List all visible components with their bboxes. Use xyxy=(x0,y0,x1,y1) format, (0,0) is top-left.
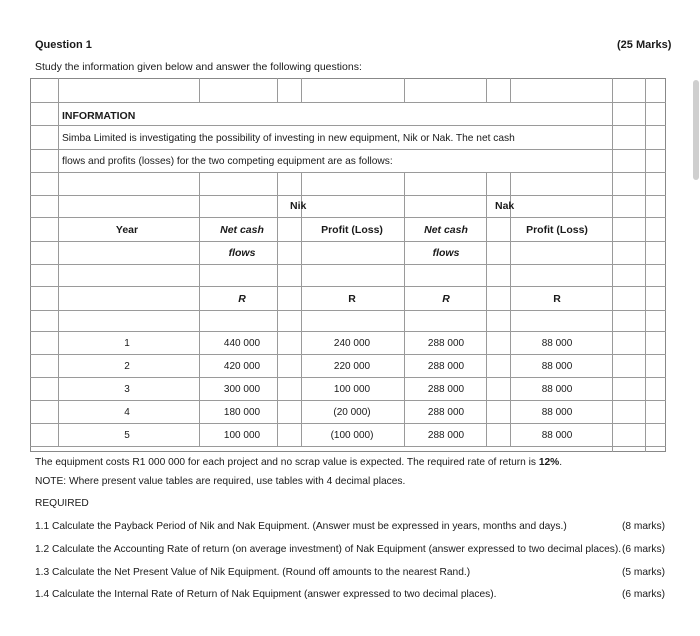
question-marks: (6 marks) xyxy=(622,544,666,555)
nik-flows-header: flows xyxy=(228,247,256,259)
nik-cash-cell: 100 000 xyxy=(223,430,261,441)
nik-profit-cell: 240 000 xyxy=(333,338,371,349)
rate-of-return: 12% xyxy=(538,457,560,468)
table-rule xyxy=(301,172,302,446)
currency-label: R xyxy=(348,293,356,305)
nik-cash-cell: 440 000 xyxy=(223,338,261,349)
year-cell: 2 xyxy=(124,361,130,372)
table-rule xyxy=(30,400,666,401)
nik-profit-cell: (20 000) xyxy=(333,407,371,418)
information-heading: INFORMATION xyxy=(62,110,136,122)
table-rule xyxy=(486,78,487,102)
table-rule xyxy=(30,286,666,287)
table-rule xyxy=(30,264,666,265)
nak-profit-cell: 88 000 xyxy=(541,384,573,395)
year-cell: 3 xyxy=(124,384,130,395)
currency-label: R xyxy=(442,293,450,305)
question-item: 1.2 Calculate the Accounting Rate of return (on average investment) of Nak Equipment (answer expressed to two decimal places). xyxy=(35,544,622,555)
nak-cash-cell: 288 000 xyxy=(427,407,465,418)
vertical-scrollbar[interactable] xyxy=(693,80,699,180)
nik-cash-cell: 420 000 xyxy=(223,361,261,372)
table-rule xyxy=(510,172,511,446)
table-rule xyxy=(30,195,666,196)
cost-text: The equipment costs R1 000 000 for each project and no scrap value is expected. The required rate of return is xyxy=(35,457,539,468)
question-marks: (5 marks) xyxy=(622,567,666,578)
table-rule xyxy=(486,172,487,446)
question-title: Question 1 xyxy=(35,39,92,51)
table-rule xyxy=(645,78,646,452)
year-header: Year xyxy=(115,224,139,236)
table-rule xyxy=(30,125,666,126)
nak-profit-cell: 88 000 xyxy=(541,338,573,349)
question-item: 1.3 Calculate the Net Present Value of Nik Equipment. (Round off amounts to the nearest Rand.) xyxy=(35,567,471,578)
table-rule xyxy=(30,377,666,378)
table-rule xyxy=(30,310,666,311)
table-rule xyxy=(58,149,59,446)
nik-header: Nik xyxy=(290,200,307,212)
question-marks: (8 marks) xyxy=(622,521,666,532)
present-value-note: NOTE: Where present value tables are required, use tables with 4 decimal places. xyxy=(35,476,406,487)
equipment-cost-note xyxy=(35,457,562,468)
nik-cash-cell: 180 000 xyxy=(223,407,261,418)
nak-cash-cell: 288 000 xyxy=(427,384,465,395)
nak-cash-cell: 288 000 xyxy=(427,430,465,441)
question-item: 1.4 Calculate the Internal Rate of Return of Nak Equipment (answer expressed to two decimal places). xyxy=(35,589,497,600)
nak-flows-header: flows xyxy=(432,247,460,259)
table-rule xyxy=(404,78,405,102)
table-rule xyxy=(30,423,666,424)
table-rule xyxy=(199,172,200,446)
nak-net-cash-header: Net cash xyxy=(424,224,468,236)
year-cell: 4 xyxy=(124,407,130,418)
total-marks: (25 Marks) xyxy=(617,39,672,51)
table-rule xyxy=(30,172,666,173)
nik-profit-cell: (100 000) xyxy=(330,430,374,441)
question-item: 1.1 Calculate the Payback Period of Nik and Nak Equipment. (Answer must be expressed in years, months and days.) xyxy=(35,521,567,532)
table-rule xyxy=(30,354,666,355)
information-text: flows and profits (losses) for the two competing equipment are as follows: xyxy=(62,156,393,167)
table-rule xyxy=(30,331,666,332)
question-marks: (6 marks) xyxy=(622,589,666,600)
table-rule xyxy=(199,78,200,102)
currency-label: R xyxy=(553,293,561,305)
table-rule xyxy=(30,217,666,218)
required-heading: REQUIRED xyxy=(35,498,89,509)
table-rule xyxy=(277,78,278,102)
nak-profit-header: Profit (Loss) xyxy=(526,224,588,236)
currency-label: R xyxy=(238,293,246,305)
table-rule xyxy=(30,446,666,447)
table-rule xyxy=(404,172,405,446)
nak-header: Nak xyxy=(495,200,515,212)
nik-net-cash-header: Net cash xyxy=(220,224,264,236)
table-rule xyxy=(30,241,666,242)
nik-profit-header: Profit (Loss) xyxy=(321,224,383,236)
nak-profit-cell: 88 000 xyxy=(541,361,573,372)
table-rule xyxy=(30,102,666,103)
nak-profit-cell: 88 000 xyxy=(541,407,573,418)
nik-cash-cell: 300 000 xyxy=(223,384,261,395)
year-cell: 5 xyxy=(124,430,130,441)
nak-cash-cell: 288 000 xyxy=(427,361,465,372)
table-rule xyxy=(58,78,59,102)
instructions-text: Study the information given below and answer the following questions: xyxy=(35,61,362,73)
table-rule xyxy=(612,78,613,452)
table-rule xyxy=(277,172,278,446)
nik-profit-cell: 220 000 xyxy=(333,361,371,372)
nak-cash-cell: 288 000 xyxy=(427,338,465,349)
information-text: Simba Limited is investigating the possibility of investing in new equipment, Nik or Nak. The net cash xyxy=(62,133,515,144)
table-rule xyxy=(58,102,59,149)
nak-profit-cell: 88 000 xyxy=(541,430,573,441)
table-rule xyxy=(30,149,666,150)
table-rule xyxy=(510,78,511,102)
table-rule xyxy=(301,78,302,102)
nik-profit-cell: 100 000 xyxy=(333,384,371,395)
year-cell: 1 xyxy=(124,338,130,349)
cost-text-end: . xyxy=(559,457,563,468)
